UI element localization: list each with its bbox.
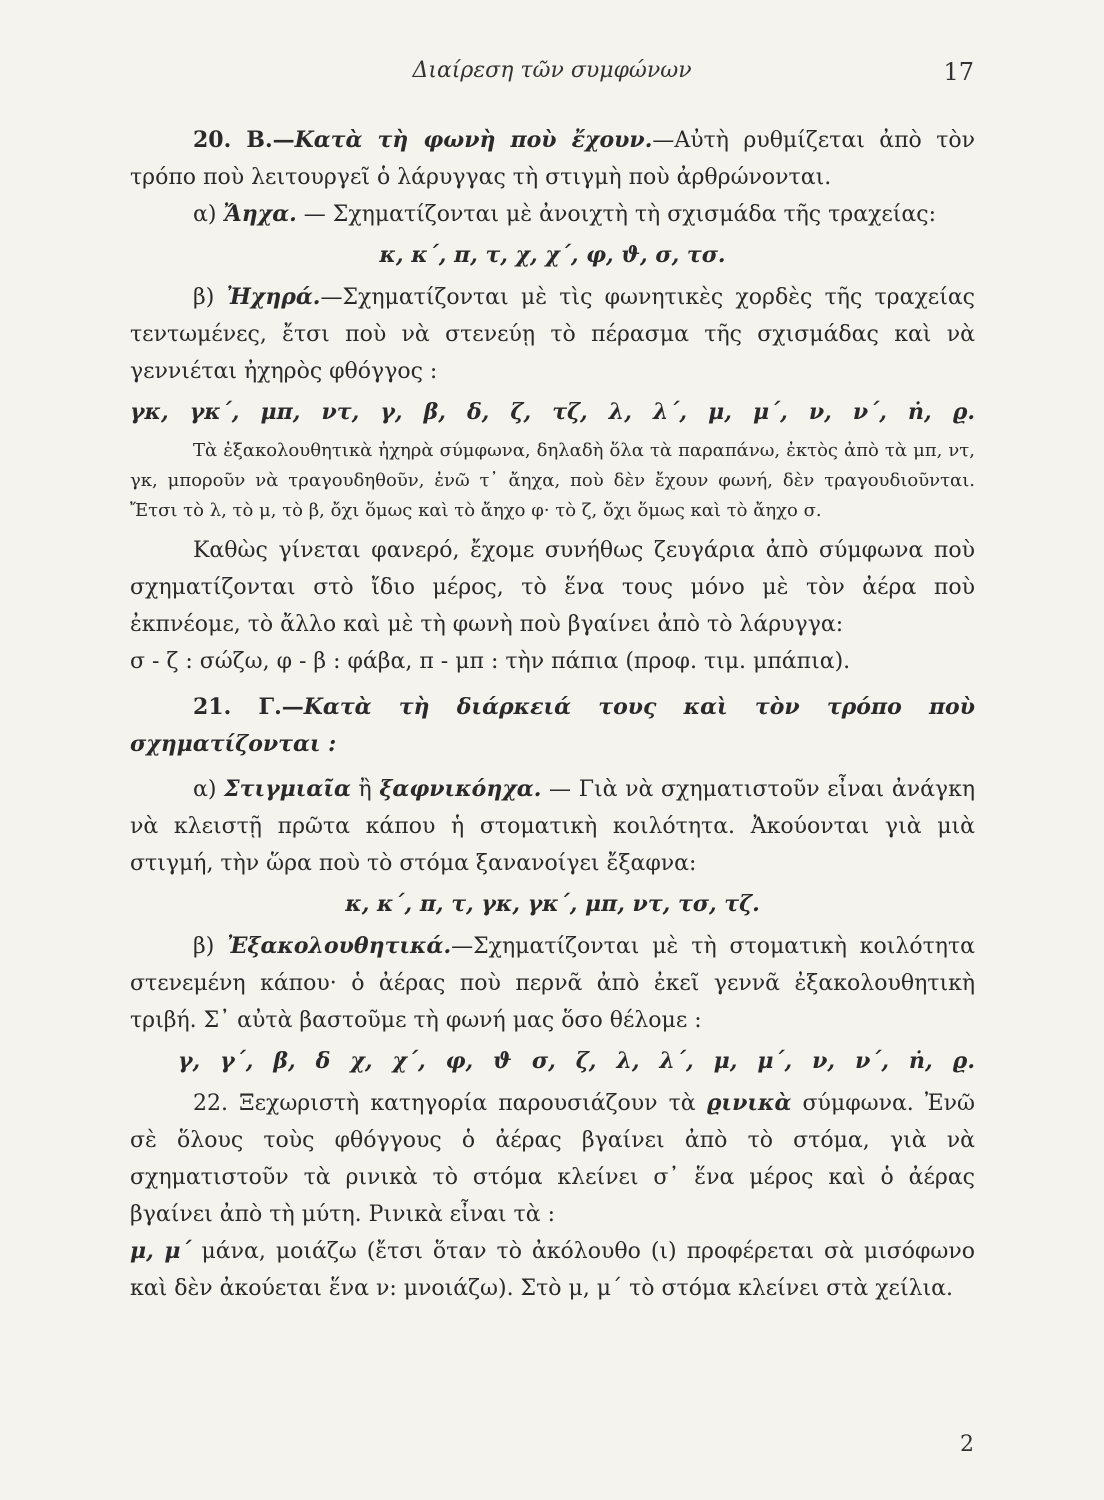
section-21-heading: Κατὰ τὴ διάρκειά τους καὶ τὸν τρόπο ποὺ σχηματίζονται :	[130, 694, 975, 757]
continuants-text: —Σχηματίζονται μὲ τὴ στοματικὴ κοιλότητα στενεμένη κάπου· ὁ ἀέρας ποὺ περνᾶ ἀπὸ ἐκεῖ γεννᾶ ἐξακολουθητικὴ τριβή. Σ᾽ αὐτὰ βαστοῦμε τὴ φωνή μας ὅσο θέλομε :	[130, 934, 975, 1033]
section-20-intro	[130, 122, 975, 196]
item-marker: β)	[193, 934, 228, 959]
section-20-text: —Αὐτὴ ρυθμίζεται ἀπὸ τὸν τρόπο ποὺ λειτουργεῖ ὁ λάρυγγας τὴ στιγμὴ ποὺ ἀρθρώνονται.	[130, 128, 976, 190]
page-content	[130, 122, 975, 1307]
section-20-number: 20. Β.—	[193, 127, 295, 153]
or-word: ἢ	[350, 777, 380, 802]
stops-text: — Γιὰ νὰ σχηματιστοῦν εἶναι ἀνάγκη νὰ κλειστῇ πρῶτα κάπου ἡ στοματικὴ κοιλότητα. Ἀκούονται γιὰ μιὰ στιγμή, τὴν ὥρα ποὺ τὸ στόμα ξανανοίγει ἔξαφνα:	[130, 777, 976, 876]
section-22-text-2: σύμφωνα. Ἐνῶ σὲ ὅλους τοὺς φθόγγους ὁ ἀέρας βγαίνει ἀπὸ τὸ στόμα, γιὰ νὰ σχηματιστοῦν τὰ ρινικὰ τὸ στόμα κλείνει σ᾽ ἕνα μέρος καὶ ὁ ἀέρας βγαίνει ἀπὸ τὴ μύτη. Ρινικὰ εἶναι τὰ :	[130, 1091, 975, 1227]
voiceless-label: Ἄηχα.	[223, 201, 297, 227]
nasal-term: ϱινικὰ	[706, 1090, 792, 1116]
section-22-text-1: Ξεχωριστὴ κατηγορία παρουσιάζουν τὰ	[228, 1091, 707, 1116]
footnote-note: Τὰ ἐξακολουθητικὰ ἠχηρὰ σύμφωνα, δηλαδὴ ὅλα τὰ παραπάνω, ἐκτὸς ἀπὸ τὰ μπ, ντ, γκ, μποροῦν νὰ τραγουδηθοῦν, ἐνῶ τ᾽ ἄηχα, ποὺ δὲν ἔχουν φωνή, δὲν τραγουδιοῦνται. Ἔτσι τὸ λ, τὸ μ, τὸ β, ὄχι ὅμως καὶ τὸ ἄηχο φ· τὸ ζ, ὄχι ὅμως καὶ τὸ ἄηχο σ.	[130, 440, 975, 521]
continuants-group-1: γ, γ΄, β, δ	[178, 1048, 331, 1074]
continuants-group-3: σ, ζ, λ, λ΄, μ, μ΄, ν, ν΄, ṅ, ϱ.	[531, 1048, 975, 1074]
voiced-paragraph	[130, 279, 975, 390]
item-marker: β)	[193, 285, 227, 310]
continuants-label: Ἐξακολουθητικά.	[227, 933, 452, 959]
continuants-paragraph	[130, 928, 975, 1039]
item-marker: α)	[193, 777, 225, 802]
signature-mark: 2	[960, 1432, 974, 1457]
nasal-examples	[130, 1233, 975, 1307]
voiceless-paragraph	[130, 196, 975, 233]
stops-label: Στιγμιαῖα	[224, 776, 351, 802]
page-number: 17	[943, 58, 974, 86]
voiceless-text: — Σχηματίζονται μὲ ἀνοιχτὴ τὴ σχισμάδα τῆς τραχείας:	[296, 202, 937, 227]
voiced-text: —Σχηματίζονται μὲ τὶς φωνητικὲς χορδὲς τῆς τραχείας τεντωμένες, ἔτσι ποὺ νὰ στενεύῃ τὸ πέρασμα τῆς σχισμάδας καὶ νὰ γεννιέται ἠχηρὸς φθόγγος :	[130, 285, 976, 384]
nasal-examples-text: μάνα, μοιάζω (ἔτσι ὅταν τὸ ἀκόλουθο (ι) προφέρεται σὰ μισόφωνο καὶ δὲν ἀκούεται ἕνα ν: μνοιάζω). Στὸ μ, μ΄ τὸ στόμα κλείνει στὰ χείλια.	[130, 1239, 975, 1301]
running-title: Διαίρεση τῶν συμφώνων	[412, 58, 692, 83]
stops-paragraph	[130, 771, 975, 882]
continuants-symbols	[130, 1041, 975, 1081]
pairs-paragraph: Καθὼς γίνεται φανερό, ἔχομε συνήθως ζευγάρια ἀπὸ σύμφωνα ποὺ σχηματίζονται στὸ ἴδιο μέρος, τὸ ἕνα τους μόνο μὲ τὸν ἀέρα ποὺ ἐκπνέομε, τὸ ἄλλο καὶ μὲ τὴ φωνὴ ποὺ βγαίνει ἀπὸ τὸ λάρυγγα:	[130, 538, 975, 637]
section-22-number: 22.	[193, 1091, 228, 1116]
section-20-heading: Κατὰ τὴ φωνὴ ποὺ ἔχουν.	[294, 127, 653, 153]
stops-label-alt: ξαφνικόηχα.	[379, 776, 542, 802]
section-21-number: 21. Γ.—	[193, 694, 304, 720]
item-marker: α)	[193, 202, 224, 227]
continuants-group-2: χ, χ΄, φ, ϑ	[350, 1048, 512, 1074]
voiced-symbols: γκ, γκ΄, μπ, ντ, γ, β, δ, ζ, τζ, λ, λ΄, μ, μ΄, ν, ν΄, ṅ, ϱ.	[130, 399, 975, 425]
pairs-examples: σ - ζ : σώζω, φ - β : φάβα, π - μπ : τὴν πάπια (προφ. τιμ. μπάπια).	[130, 649, 851, 674]
section-22-paragraph	[130, 1085, 975, 1233]
voiced-label: Ἠχηρά.	[226, 284, 321, 310]
voiceless-symbols: κ, κ΄, π, τ, χ, χ΄, φ, ϑ, σ, τσ.	[379, 242, 726, 268]
stops-symbols: κ, κ΄, π, τ, γκ, γκ΄, μπ, ντ, τσ, τζ.	[345, 891, 760, 917]
nasal-lead: μ, μ΄	[130, 1238, 192, 1264]
section-21-intro	[130, 689, 975, 763]
